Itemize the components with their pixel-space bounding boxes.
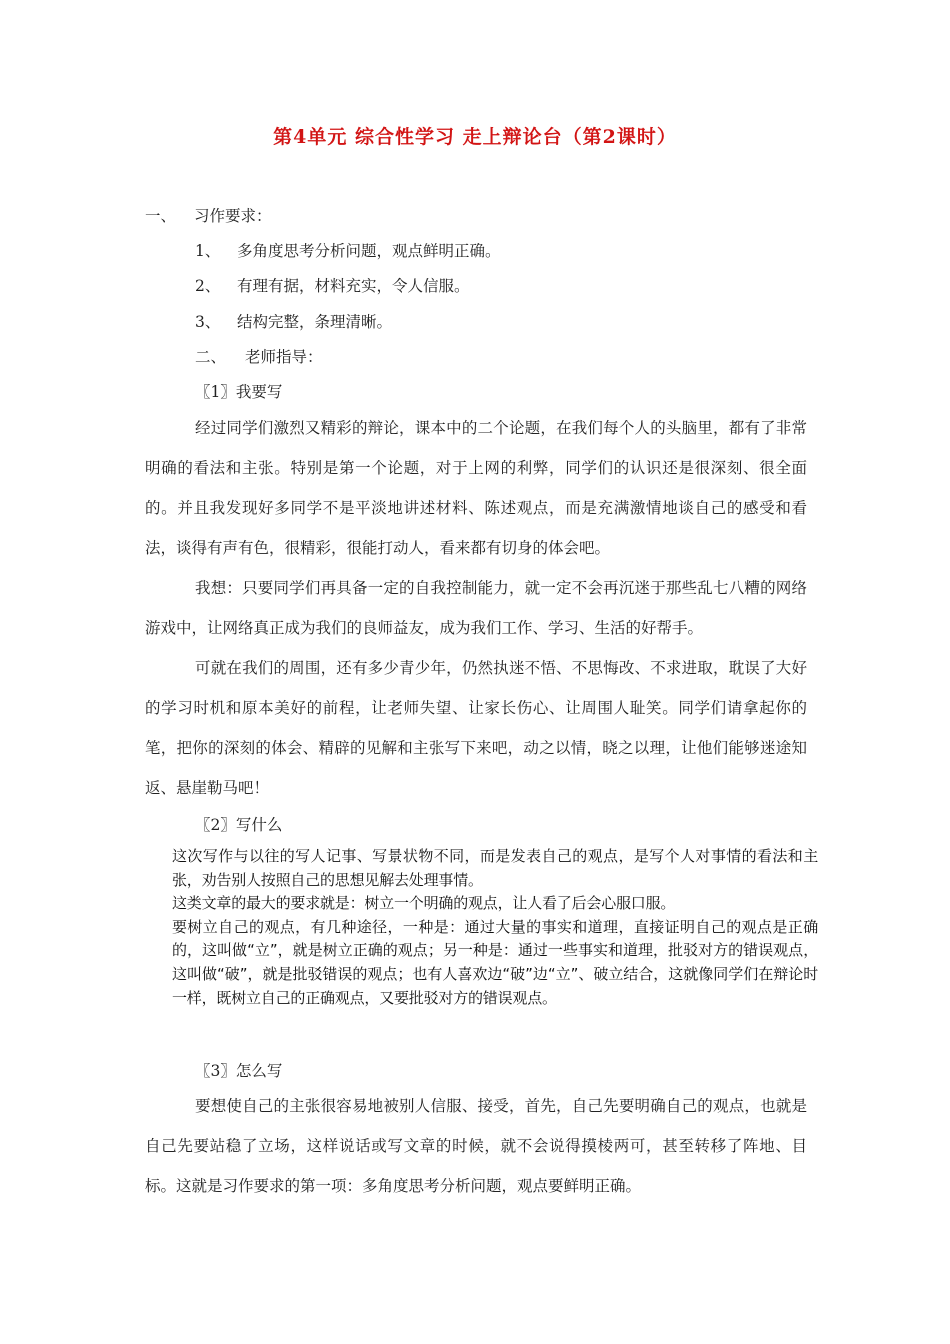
part1-paragraph-2: 我想：只要同学们再具备一定的自我控制能力，就一定不会再沉迷于那些乱七八糟的网络游戏中，让网络真正成为我们的良师益友，成为我们工作、学习、生活的好帮手。 bbox=[145, 579, 807, 637]
part2-paragraph-3: 要树立自己的观点，有几种途径，一种是：通过大量的事实和道理，直接证明自己的观点是正确的，这叫做“立”，就是树立正确的观点；另一种是：通过一些事实和道理，批驳对方的错误观点，这叫做“破”，就是批驳错误的观点；也有人喜欢边“破”边“立”、破立结合，这就像同学们在辩论时一样，既树立自己的正确观点，又要批驳对方的错误观点。 bbox=[172, 917, 818, 1007]
requirement-item-3 bbox=[195, 312, 392, 332]
section2-label: 老师指导： bbox=[245, 348, 323, 366]
part3-heading: 〖3〗怎么写 bbox=[195, 1062, 283, 1080]
requirement-number: 3、 bbox=[195, 313, 221, 331]
part2-text-block bbox=[172, 845, 818, 1010]
part2-heading: 〖2〗写什么 bbox=[195, 816, 283, 834]
section2-number: 二、 bbox=[195, 348, 227, 366]
part1-paragraph-3: 可就在我们的周围，还有多少青少年，仍然执迷不悟、不思悔改、不求进取，耽误了大好的学习时机和原本美好的前程，让老师失望、让家长伤心、让周围人耻笑。同学们请拿起你的笔，把你的深刻的体会、精辟的见解和主张写下来吧，动之以情，晓之以理，让他们能够迷途知返、悬崖勒马吧！ bbox=[145, 659, 807, 797]
part2-paragraph-2: 这类文章的最大的要求就是：树立一个明确的观点，让人看了后会心服口服。 bbox=[172, 894, 676, 913]
requirement-number: 1、 bbox=[195, 242, 221, 260]
requirement-number: 2、 bbox=[195, 277, 221, 295]
document-title: 第4单元 综合性学习 走上辩论台（第2课时） bbox=[273, 126, 677, 148]
requirement-text: 结构完整，条理清晰。 bbox=[237, 313, 393, 331]
requirement-text: 有理有据，材料充实，令人信服。 bbox=[237, 277, 470, 295]
section1-number: 一、 bbox=[145, 207, 177, 225]
requirement-item-1 bbox=[195, 241, 501, 261]
part2-paragraph-1: 这次写作与以往的写人记事、写景状物不同，而是发表自己的观点，是写个人对事情的看法和主张，劝告别人按照自己的思想见解去处理事情。 bbox=[172, 847, 818, 889]
section2-heading bbox=[195, 347, 323, 367]
part1-heading: 〖1〗我要写 bbox=[195, 383, 283, 401]
section1-heading bbox=[145, 206, 272, 226]
requirement-item-2 bbox=[195, 276, 470, 296]
section1-label: 习作要求： bbox=[194, 207, 272, 225]
part3-paragraph-1: 要想使自己的主张很容易地被别人信服、接受，首先，自己先要明确自己的观点，也就是自己先要站稳了立场，这样说话或写文章的时候，就不会说得摸棱两可，甚至转移了阵地、目标。这就是习作要求的第一项：多角度思考分析问题，观点要鲜明正确。 bbox=[145, 1097, 807, 1195]
part1-paragraph-1: 经过同学们激烈又精彩的辩论，课本中的二个论题，在我们每个人的头脑里，都有了非常明确的看法和主张。特别是第一个论题，对于上网的利弊，同学们的认识还是很深刻、很全面的。并且我发现好多同学不是平淡地讲述材料、陈述观点，而是充满激情地谈自己的感受和看法，谈得有声有色，很精彩，很能打动人，看来都有切身的体会吧。 bbox=[145, 419, 807, 557]
requirement-text: 多角度思考分析问题，观点鲜明正确。 bbox=[237, 242, 501, 260]
